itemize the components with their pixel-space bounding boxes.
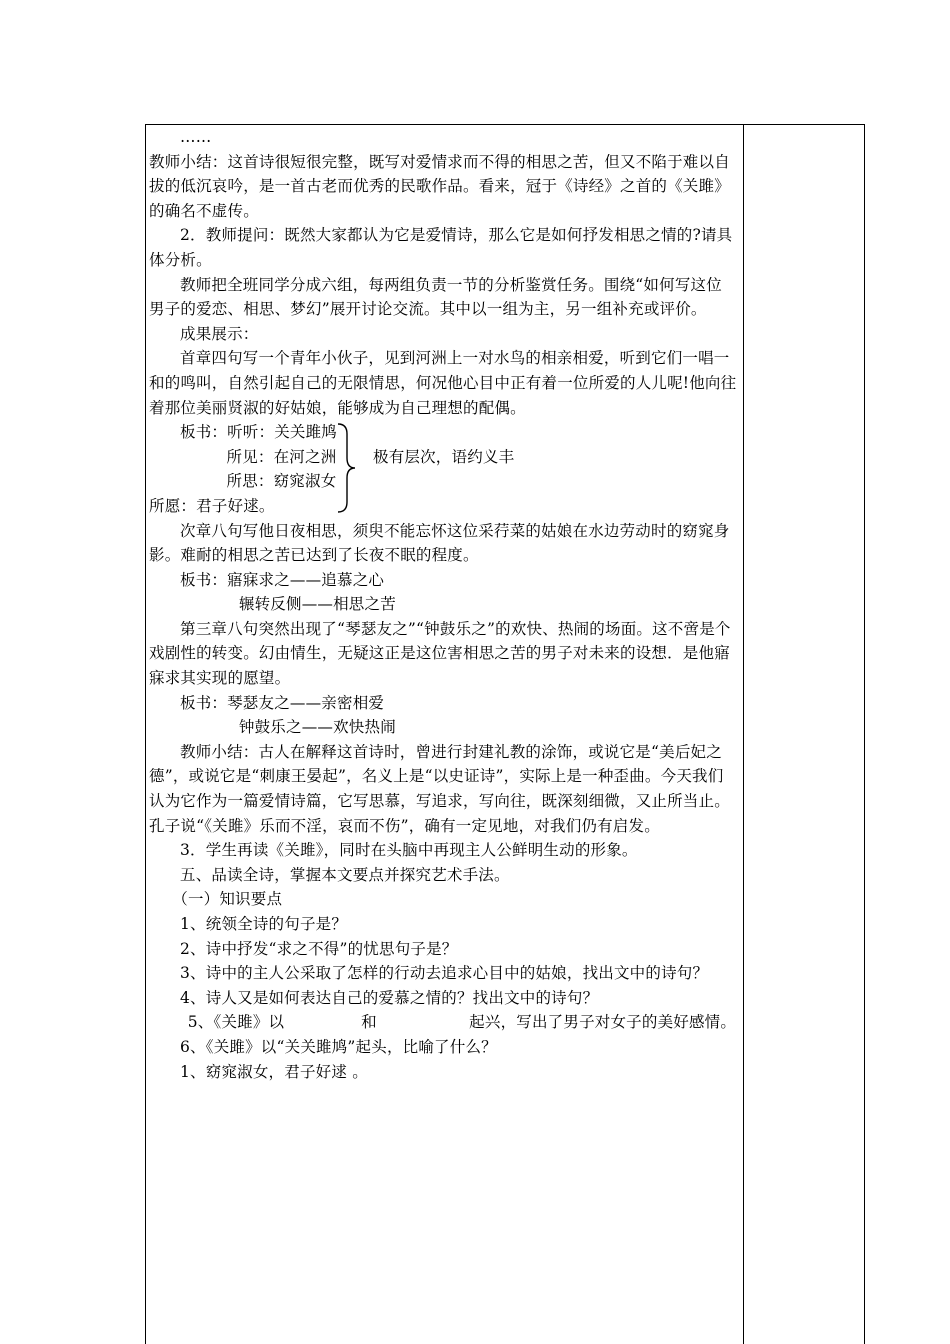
section-five-heading: 五、品读全诗，掌握本文要点并探究艺术手法。 [180, 865, 510, 884]
board3-line2: 钟鼓乐之——欢快热闹 [238, 718, 396, 737]
board1-line1: 板书：听听：关关雎鸠 [180, 423, 338, 442]
knowledge-points-heading: （一）知识要点 [172, 890, 283, 909]
board1-line2: 所见：在河之洲 [226, 447, 337, 466]
question-2: 2、诗中抒发“求之不得”的忧思句子是？ [180, 939, 458, 958]
ellipsis-line: …… [180, 128, 212, 146]
group-task: 教师把全班同学分成六组，每两组负责一节的分析鉴赏任务。围绕“如何写这位男子的爱恋、相思、梦幻”展开讨论交流。其中以一组为主，另一组补充或评价。 [149, 275, 722, 319]
question-4: 4、诗人又是如何表达自己的爱慕之情的？找出文中的诗句？ [180, 988, 599, 1007]
board2-line1: 板书：寤寐求之——追慕之心 [180, 570, 385, 589]
chapter-two-analysis: 次章八句写他日夜相思，须臾不能忘怀这位采荇菜的姑娘在水边劳动时的窈窕身影。难耐的相思之苦已达到了长夜不眠的程度。 [149, 521, 730, 565]
reread-task: 3．学生再读《关雎》，同时在头脑中再现主人公鲜明生动的形象。 [180, 841, 638, 860]
results-heading: 成果展示： [180, 324, 259, 343]
fill-blank-1 [284, 1013, 361, 1031]
fill-blank-2 [377, 1013, 469, 1031]
board1-line3: 所思：窈窕淑女 [226, 472, 337, 491]
board1-note: 极有层次，语约义丰 [373, 447, 515, 466]
question-6: 6、《关雎》以“关关雎鸠”起头，比喻了什么？ [180, 1037, 497, 1056]
table-column-divider [743, 124, 744, 1344]
board1-line4: 所愿：君子好逑。 [149, 496, 275, 515]
question-5 [149, 1010, 737, 1035]
teacher-summary-1: 教师小结：这首诗很短很完整，既写对爱情求而不得的相思之苦，但又不陷于难以自拔的低沉哀吟，是一首古老而优秀的民歌作品。看来，冠于《诗经》之首的《关雎》的确名不虚传。 [149, 152, 730, 220]
question-5-part-c: 起兴，写出了男子对女子的美好感情。 [469, 1013, 737, 1032]
answer-1: 1、窈窕淑女，君子好逑 。 [180, 1062, 368, 1081]
question-3: 3、诗中的主人公采取了怎样的行动去追求心目中的姑娘，找出文中的诗句？ [180, 964, 709, 983]
curly-brace-icon [335, 420, 357, 516]
question-1: 1、统领全诗的句子是？ [180, 915, 348, 934]
board2-line2: 辗转反侧——相思之苦 [238, 595, 396, 614]
question-5-part-b: 和 [361, 1013, 377, 1032]
blackboard-notes-1 [149, 420, 737, 518]
lesson-content [149, 125, 737, 1084]
board3-line1: 板书：琴瑟友之——亲密相爱 [180, 693, 385, 712]
teacher-question: 2．教师提问：既然大家都认为它是爱情诗，那么它是如何抒发相思之情的?请具体分析。 [149, 226, 733, 269]
teacher-summary-2: 教师小结：古人在解释这首诗时，曾进行封建礼教的涂饰，或说它是“美后妃之德”，或说它是“刺康王晏起”，名义上是“以史证诗”，实际上是一种歪曲。今天我们认为它作为一篇爱情诗篇，它写思慕，写追求，写向往，既深刻细微，又止所当止。孔子说“《关雎》乐而不淫，哀而不伤”，确有一定见地，对我们仍有启发。 [149, 742, 730, 835]
question-5-part-a: 5、《关雎》以 [187, 1013, 285, 1032]
chapter-one-analysis: 首章四句写一个青年小伙子，见到河洲上一对水鸟的相亲相爱，听到它们一唱一和的鸣叫，自然引起自己的无限情思，何况他心目中正有着一位所爱的人儿呢!他向往着那位美丽贤淑的好姑娘，能够成为自己理想的配偶。 [149, 349, 737, 417]
chapter-three-analysis: 第三章八句突然出现了“琴瑟友之”“钟鼓乐之”的欢快、热闹的场面。这不啻是个戏剧性的转变。幻由情生，无疑这正是这位害相思之苦的男子对未来的设想．是他寤寐求其实现的愿望。 [149, 619, 731, 688]
